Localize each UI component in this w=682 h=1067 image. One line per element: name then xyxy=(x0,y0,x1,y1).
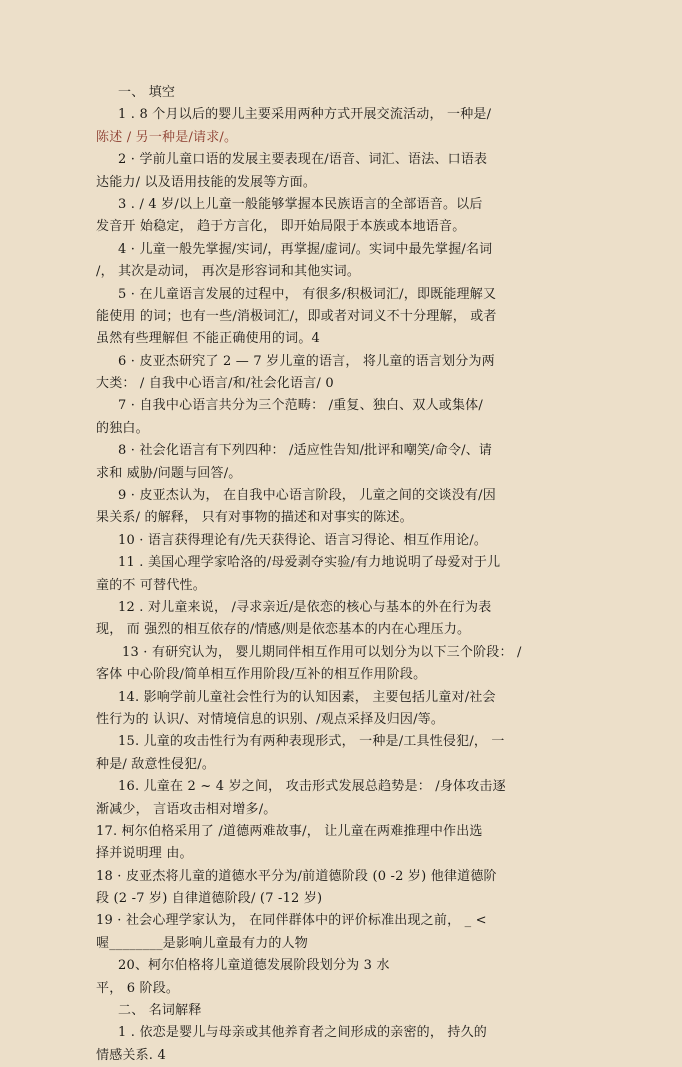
text-line: 陈述 / 另一种是/请求/。 xyxy=(96,129,238,145)
section-heading-fill-in: 一、 填空 xyxy=(118,85,176,100)
text-line: 现， 而 强烈的相互依存的/情感/则是依恋基本的内在心理压力。 xyxy=(96,622,471,638)
text-line: 13 · 有研究认为， 婴儿期同伴相互作用可以划分为以下三个阶段： / xyxy=(122,644,522,660)
text-line: 11 . 美国心理学家哈洛的/母爱剥夺实验/有力地说明了母爱对于儿 xyxy=(118,555,501,571)
text-line: 6 · 皮亚杰研究了 2 — 7 岁儿童的语言， 将儿童的语言划分为两 xyxy=(118,353,495,369)
text-line: 7 · 自我中心语言共分为三个范畴： /重复、独白、双人或集体/ xyxy=(118,398,483,414)
text-line: 大类： / 自我中心语言/和/社会化语言/ 0 xyxy=(96,376,334,392)
text-line: 1 . 8 个月以后的婴儿主要采用两种方式开展交流活动， 一种是/ xyxy=(118,107,492,123)
text-line: /， 其次是动词， 再次是形容词和其他实词。 xyxy=(96,264,361,280)
text-line: 喔________是影响儿童最有力的人物 xyxy=(96,935,309,951)
text-line: 10 · 语言获得理论有/先天获得论、语言习得论、相互作用论/。 xyxy=(118,532,488,548)
text-line: 果关系/ 的解释， 只有对事物的描述和对事实的陈述。 xyxy=(96,510,413,526)
text-line: 17. 柯尔伯格采用了 /道德两难故事/， 让儿童在两难推理中作出选 xyxy=(96,823,483,839)
text-line: 发音开 始稳定， 趋于方言化， 即开始局限于本族或本地语音。 xyxy=(96,219,466,235)
text-line: 渐减少， 言语攻击相对增多/。 xyxy=(96,801,277,817)
text-line: 9 · 皮亚杰认为， 在自我中心语言阶段， 儿童之间的交谈没有/因 xyxy=(118,488,496,504)
text-line: 18 · 皮亚杰将儿童的道德水平分为/前道德阶段 (0 -2 岁) 他律道德阶 xyxy=(96,868,497,884)
text-line: 2 · 学前儿童口语的发展主要表现在/语音、词汇、语法、口语表 xyxy=(118,152,488,168)
text-line: 情感关系. 4 xyxy=(96,1047,166,1063)
section-heading-definitions: 二、 名词解释 xyxy=(118,1003,202,1019)
text-line: 的独白。 xyxy=(96,420,149,436)
text-line: 客体 中心阶段/简单相互作用阶段/互补的相互作用阶段。 xyxy=(96,667,427,683)
text-line: 种是/ 敌意性侵犯/。 xyxy=(96,756,216,772)
text-line: 1 . 依恋是婴儿与母亲或其他养育者之间形成的亲密的， 持久的 xyxy=(118,1025,488,1041)
text-line: 20、柯尔伯格将儿童道德发展阶段划分为 3 水 xyxy=(118,958,390,974)
text-line: 性行为的 认识/、对情境信息的识别、/观点采择及归因/等。 xyxy=(96,711,445,727)
text-line: 达能力/ 以及语用技能的发展等方面。 xyxy=(96,174,317,190)
text-line: 16. 儿童在 2 ~ 4 岁之间， 攻击形式发展总趋势是： /身体攻击逐 xyxy=(118,779,506,795)
text-line: 虽然有些理解但 不能正确使用的词。4 xyxy=(96,331,321,347)
text-line: 4 · 儿童一般先掌握/实词/，再掌握/虚词/。实词中最先掌握/名词 xyxy=(118,241,493,257)
text-line: 15. 儿童的攻击性行为有两种表现形式， 一种是/工具性侵犯/， 一 xyxy=(118,734,505,750)
text-line: 12 . 对儿童来说， /寻求亲近/是依恋的核心与基本的外在行为表 xyxy=(118,599,492,615)
text-line: 14. 影响学前儿童社会性行为的认知因素， 主要包括儿童对/社会 xyxy=(118,689,496,705)
text-line: 求和 威胁/问题与回答/。 xyxy=(96,465,242,481)
text-line: 童的不 可替代性。 xyxy=(96,577,206,593)
text-line: 5 · 在儿童语言发展的过程中， 有很多/积极词汇/，即既能理解又 xyxy=(118,286,497,302)
text-line: 8 · 社会化语言有下列四种： /适应性告知/批评和嘲笑/命令/、请 xyxy=(118,443,493,459)
text-line: 19 · 社会心理学家认为， 在同伴群体中的评价标准出现之前， _ < xyxy=(96,913,487,929)
text-line: 择并说明理 由。 xyxy=(96,846,193,862)
text-line: 平， 6 阶段。 xyxy=(96,980,180,996)
text-line: 段 (2 -7 岁) 自律道德阶段/ (7 -12 岁) xyxy=(96,891,323,907)
text-line: 3 . / 4 岁/以上儿童一般能够掌握本民族语言的全部语音。以后 xyxy=(118,196,483,212)
text-line: 能使用 的词；也有一些/消极词汇/，即或者对词义不十分理解， 或者 xyxy=(96,308,497,324)
